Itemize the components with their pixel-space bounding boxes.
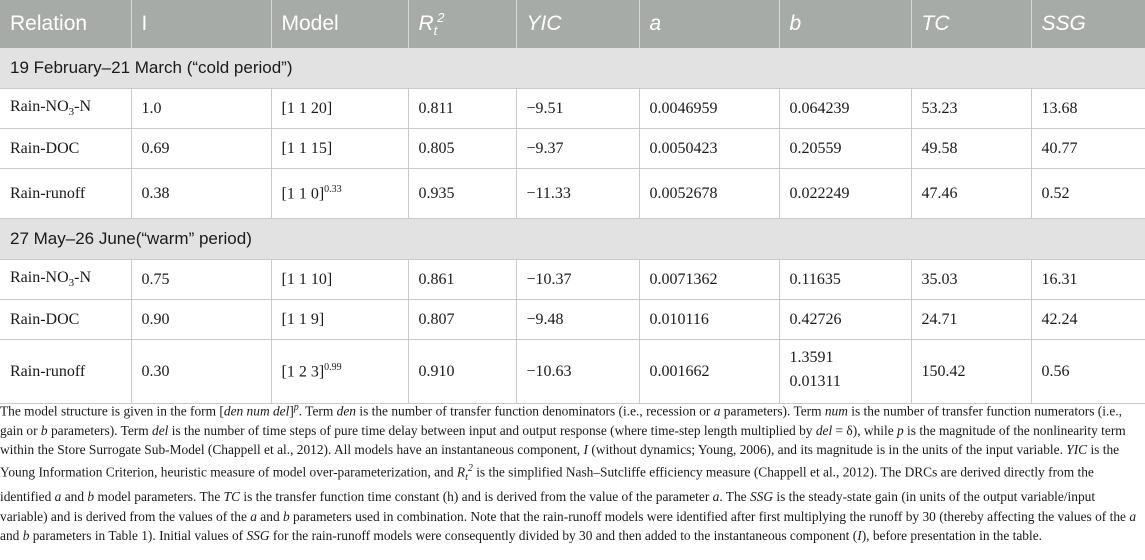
- cell-yic: −9.37: [516, 129, 639, 169]
- model-structure: [1 1 10]: [281, 270, 333, 288]
- cell-ssg: 13.68: [1031, 89, 1145, 129]
- header-rt2-r: R: [418, 11, 434, 35]
- cell-ssg: 42.24: [1031, 300, 1145, 340]
- cell-yic: −9.48: [516, 300, 639, 340]
- group-title: 19 February–21 March (“cold period”): [0, 48, 1145, 89]
- cell-a: 0.0071362: [639, 260, 779, 300]
- footnote-segment: is the Young Information Criterion, heuristic measure of model over-parameterization, and: [0, 441, 1120, 480]
- cell-rt2: 0.910: [408, 340, 516, 404]
- cell-i: 0.30: [131, 340, 271, 404]
- table-footnote: [0, 398, 1140, 545]
- header-tc: TC: [911, 0, 1031, 48]
- footnote-segment: 2: [467, 463, 473, 475]
- cell-relation: [0, 260, 131, 300]
- b-value: 0.42726: [789, 310, 842, 328]
- footnote-segment: den: [336, 403, 357, 419]
- footnote-segment: b: [22, 527, 30, 543]
- b-value: 0.064239: [789, 99, 850, 117]
- footnote-segment: parameters). Term: [47, 422, 153, 438]
- cell-rt2: 0.861: [408, 260, 516, 300]
- cell-b: [779, 89, 911, 129]
- footnote-segment: The model structure is given in the form [: [0, 403, 224, 419]
- footnote-segment: p: [293, 402, 299, 413]
- cell-tc: 150.42: [911, 340, 1031, 404]
- cell-ssg: 0.52: [1031, 169, 1145, 219]
- cell-model: [271, 300, 408, 340]
- cell-yic: −10.63: [516, 340, 639, 404]
- cell-rt2: 0.807: [408, 300, 516, 340]
- header-ssg: SSG: [1031, 0, 1145, 48]
- footnote-segment: and: [0, 527, 23, 543]
- b-value-second: 0.01311: [789, 373, 841, 390]
- cell-model: [271, 169, 408, 219]
- footnote-segment: SSG: [246, 527, 270, 543]
- model-structure: [1 1 0]: [281, 185, 325, 203]
- header-i: I: [131, 0, 271, 48]
- footnote-segment: b: [40, 422, 48, 438]
- header-row: [0, 0, 1145, 48]
- header-model: Model: [271, 0, 408, 48]
- footnote-segment: I: [583, 441, 588, 457]
- footnote-segment: del: [815, 422, 833, 438]
- footnote-segment: . Term: [298, 403, 337, 419]
- footnote-segment: and: [256, 508, 283, 524]
- footnote-segment: I: [857, 527, 862, 543]
- cell-yic: −10.37: [516, 260, 639, 300]
- cell-b: [779, 300, 911, 340]
- table-row: [0, 169, 1145, 219]
- footnote-segment: and: [61, 489, 88, 505]
- cell-yic: −11.33: [516, 169, 639, 219]
- footnote-segment: . The: [719, 489, 750, 505]
- footnote-segment: a: [1129, 508, 1137, 524]
- cell-b: [779, 169, 911, 219]
- footnote-segment: b: [282, 508, 290, 524]
- cell-tc: 53.23: [911, 89, 1031, 129]
- cell-i: 1.0: [131, 89, 271, 129]
- footnote-segment: ), before presentation in the table.: [861, 527, 1043, 543]
- cell-model: [271, 129, 408, 169]
- footnote-segment: = δ), while: [832, 422, 897, 438]
- cell-b: [779, 260, 911, 300]
- header-rt2-sup: 2: [437, 9, 445, 25]
- cell-rt2: 0.811: [408, 89, 516, 129]
- footnote-segment: model parameters. The: [94, 489, 224, 505]
- cell-ssg: 16.31: [1031, 260, 1145, 300]
- footnote-segment: a: [54, 489, 62, 505]
- footnote-segment: TC: [223, 489, 241, 505]
- header-b: b: [779, 0, 911, 48]
- footnote-segment: (without dynamics; Young, 2006), and its magnitude is in the units of the input variable.: [587, 441, 1067, 457]
- relation-text: Rain-runoff: [10, 362, 86, 380]
- footnote-segment: den num del: [223, 403, 290, 419]
- cell-relation: [0, 169, 131, 219]
- header-relation: Relation: [0, 0, 131, 48]
- table-row: [0, 89, 1145, 129]
- cell-model: [271, 340, 408, 404]
- model-structure: [1 1 15]: [281, 139, 333, 157]
- cell-model: [271, 89, 408, 129]
- relation-text: Rain-DOC: [10, 310, 80, 328]
- model-structure: [1 1 20]: [281, 99, 333, 117]
- cell-i: 0.38: [131, 169, 271, 219]
- footnote-segment: is the number of time steps of pure time delay between input and output response (where time-step length multiplied by: [168, 422, 816, 438]
- header-rt2-sub: t: [433, 23, 438, 39]
- b-value: 0.022249: [789, 184, 850, 202]
- footnote-segment: ]: [289, 403, 294, 419]
- group-row: [0, 48, 1145, 89]
- footnote-segment: R: [456, 464, 466, 480]
- cell-relation: [0, 89, 131, 129]
- cell-tc: 49.58: [911, 129, 1031, 169]
- header-yic: YIC: [516, 0, 639, 48]
- model-exponent: 0.99: [324, 361, 342, 373]
- table-row: [0, 129, 1145, 169]
- cell-b: [779, 129, 911, 169]
- footnote-segment: is the simplified Nash–Sutcliffe efficiency measure (Chappell et al., 2012). The DRCs are derived directly from the identified: [0, 464, 1094, 505]
- table-header: [0, 0, 1145, 48]
- cell-relation: [0, 129, 131, 169]
- model-structure: [1 2 3]: [281, 363, 325, 381]
- cell-relation: [0, 340, 131, 404]
- cell-a: 0.010116: [639, 300, 779, 340]
- footnote-segment: parameters in Table 1). Initial values of: [29, 527, 247, 543]
- table-row: [0, 300, 1145, 340]
- relation-suffix: -N: [74, 269, 92, 287]
- footnote-segment: a: [250, 508, 257, 524]
- footnote-segment: is the magnitude of the nonlinearity term within the Store Surrogate Sub-Model (Chappell et al., 2012). All models have an instantaneous component,: [0, 422, 1126, 457]
- footnote-segment: p: [896, 422, 904, 438]
- cell-a: 0.001662: [639, 340, 779, 404]
- relation-text: Rain-runoff: [10, 184, 86, 202]
- footnote-segment: num: [824, 403, 848, 419]
- cell-i: 0.69: [131, 129, 271, 169]
- footnote-segment: t: [465, 472, 468, 484]
- cell-b: [779, 340, 911, 404]
- cell-a: 0.0050423: [639, 129, 779, 169]
- footnote-segment: is the steady-state gain (in units of the output variable/input variable) and is derived from the values of the: [0, 489, 1096, 524]
- footnote-segment: is the transfer function time constant (h) and is derived from the value of the parameter: [240, 489, 713, 505]
- footnote-segment: a: [712, 489, 720, 505]
- footnote-segment: a: [713, 403, 721, 419]
- group-title: 27 May–26 June(“warm” period): [0, 219, 1145, 260]
- footnote-segment: SSG: [749, 489, 774, 505]
- footnote-segment: YIC: [1066, 441, 1088, 457]
- cell-tc: 47.46: [911, 169, 1031, 219]
- cell-rt2: 0.805: [408, 129, 516, 169]
- cell-yic: −9.51: [516, 89, 639, 129]
- cell-relation: [0, 300, 131, 340]
- b-value: 0.11635: [789, 270, 841, 288]
- header-rt2: [408, 0, 516, 48]
- cell-i: 0.90: [131, 300, 271, 340]
- cell-ssg: 0.56: [1031, 340, 1145, 404]
- table-row: [0, 340, 1145, 404]
- cell-model: [271, 260, 408, 300]
- model-exponent: 0.33: [324, 183, 342, 195]
- table-row: [0, 260, 1145, 300]
- footnote-segment: b: [87, 489, 95, 505]
- footnote-segment: is the number of transfer function numerators (i.e., gain or: [0, 403, 1122, 438]
- relation-text: Rain-DOC: [10, 139, 80, 157]
- cell-rt2: 0.935: [408, 169, 516, 219]
- b-value: 1.3591: [789, 349, 834, 366]
- relation-text: Rain-NO: [10, 269, 69, 287]
- footnote-segment: parameters used in combination. Note that the rain-runoff models were identified after first multiplying the runoff by 30 (thereby affecting the values of the: [289, 508, 1130, 524]
- relation-text: Rain-NO: [10, 98, 69, 116]
- header-a: a: [639, 0, 779, 48]
- model-structure: [1 1 9]: [281, 310, 325, 328]
- group-row: [0, 219, 1145, 260]
- cell-tc: 24.71: [911, 300, 1031, 340]
- cell-ssg: 40.77: [1031, 129, 1145, 169]
- relation-suffix: -N: [74, 98, 92, 116]
- cell-a: 0.0052678: [639, 169, 779, 219]
- cell-tc: 35.03: [911, 260, 1031, 300]
- footnote-segment: del: [152, 422, 169, 438]
- footnote-segment: is the number of transfer function denominators (i.e., recession or: [356, 403, 714, 419]
- footnote-segment: for the rain-runoff models were consequently divided by 30 and then added to the instantaneous component (: [269, 527, 858, 543]
- relation-subscript: 3: [68, 277, 75, 290]
- footnote-segment: parameters). Term: [720, 403, 825, 419]
- cell-i: 0.75: [131, 260, 271, 300]
- table-body: [0, 48, 1145, 404]
- relation-subscript: 3: [68, 106, 75, 119]
- cell-a: 0.0046959: [639, 89, 779, 129]
- b-value: 0.20559: [789, 139, 842, 157]
